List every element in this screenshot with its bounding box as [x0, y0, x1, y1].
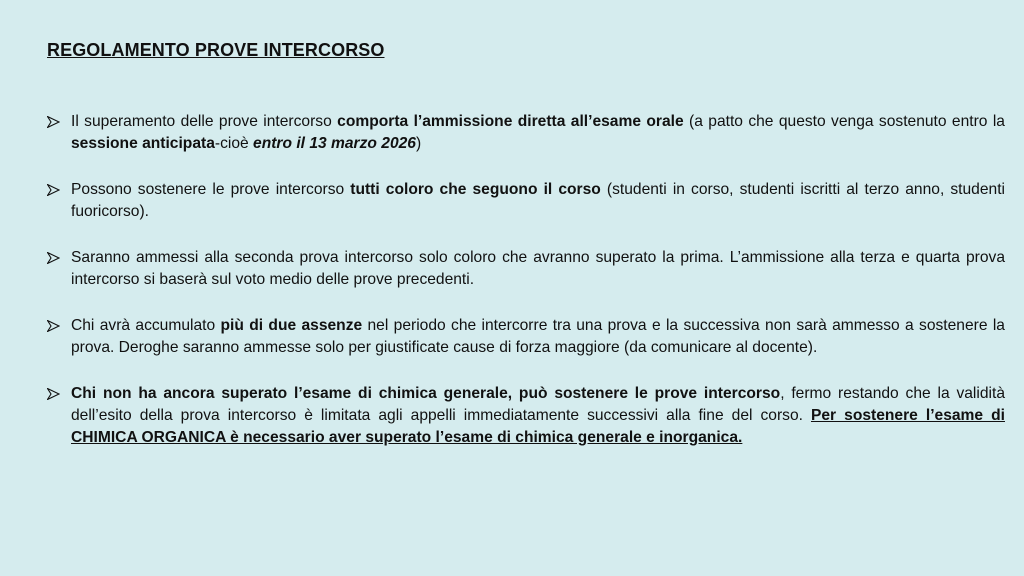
text-run: (studenti in corso, studenti iscritti al terzo anno, studenti fuoricorso).	[71, 181, 1005, 220]
arrow-bullet-icon	[47, 184, 60, 196]
bold-text: comporta l’ammissione diretta all’esame orale	[337, 113, 684, 130]
text-run: nel periodo che intercorre tra una prova e la successiva non sarà ammesso a sostenere la prova. Deroghe saranno ammesse solo per giustificate cause di forza maggiore (da comunicare al docente).	[71, 317, 1005, 356]
arrow-bullet-icon	[47, 116, 60, 128]
bullet-list	[47, 111, 1005, 473]
arrow-bullet-icon	[47, 320, 60, 332]
text-run: Possono sostenere le prove intercorso	[71, 181, 351, 198]
text-run: , fermo restando che la validità dell’esito della prova intercorso è limitata agli appelli immediatamente successivi alla fine del corso.	[71, 385, 1005, 424]
text-run: Chi avrà accumulato	[71, 317, 221, 334]
bold-italic-date: entro il 13 marzo 2026	[253, 135, 416, 152]
text-run: (a patto che questo venga sostenuto entro la	[683, 113, 1005, 130]
list-item	[47, 179, 1005, 223]
bold-text: tutti coloro che seguono il corso	[350, 181, 601, 198]
text-run: Il superamento delle prove intercorso	[71, 113, 338, 130]
page-title: REGOLAMENTO PROVE INTERCORSO	[47, 40, 385, 60]
list-item	[47, 111, 1005, 155]
arrow-bullet-icon	[47, 388, 60, 400]
text-run: )	[415, 135, 422, 152]
list-item	[47, 315, 1005, 359]
list-item	[47, 383, 1005, 449]
text-run: -cioè	[214, 135, 254, 152]
bold-text: sessione anticipata	[71, 135, 215, 152]
bold-text: Chi non ha ancora superato l’esame di chimica generale, può sostenere le prove intercorso	[71, 385, 781, 402]
bold-text: più di due assenze	[220, 317, 363, 334]
text-run: Saranno ammessi alla seconda prova intercorso solo coloro che avranno superato la prima. L’ammissione alla terza e quarta prova intercorso si baserà sul voto medio delle prove precedenti.	[71, 249, 1005, 288]
bold-underlined-text: Per sostenere l’esame di CHIMICA ORGANICA è necessario aver superato l’esame di chimica generale e inorganica.	[71, 407, 1005, 446]
arrow-bullet-icon	[47, 252, 60, 264]
list-item	[47, 247, 1005, 291]
